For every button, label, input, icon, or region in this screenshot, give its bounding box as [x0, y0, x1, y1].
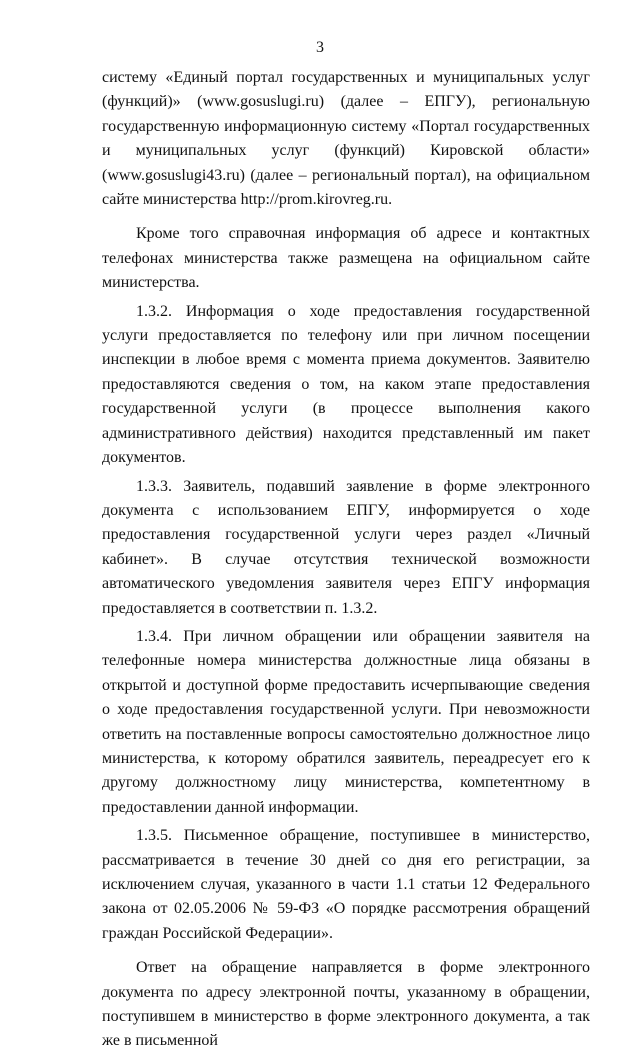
- paragraph-reference-info: Кроме того справочная информация об адресе и контактных телефонах министерства также размещена на официальном сайте министерства.: [102, 225, 590, 292]
- paragraph-1-3-3: 1.3.3. Заявитель, подавший заявление в форме электронного документа с использованием ЕПГУ, информируется о ходе предоставления государственной услуги через раздел «Личный кабинет». В случае отсутствия технической возможности автоматического уведомления заявителя через ЕПГУ информация предоставляется в соответствии п. 1.3.2.: [102, 477, 590, 617]
- page-number: 3: [316, 39, 324, 56]
- paragraph-response: Ответ на обращение направляется в форме электронного документа по адресу электронной почты, указанному в обращении, поступившем в министерство в форме электронного документа, а так же в письменной: [102, 959, 590, 1050]
- document-body: [102, 66, 590, 1054]
- paragraph-1-3-4: 1.3.4. При личном обращении или обращении заявителя на телефонные номера министерства должностные лица обязаны в открытой и доступной форме предоставить исчерпывающие сведения о ходе предоставления государственной услуги. При невозможности ответить на поставленные вопросы самостоятельно должностное лицо министерства, к которому обратился заявитель, переадресует его к другому должностному лицу министерства, компетентному в предоставлении данной информации.: [102, 627, 590, 816]
- paragraph-1-3-2: 1.3.2. Информация о ходе предоставления государственной услуги предоставляется по телефону или при личном посещении инспекции в любое время с момента приема документов. Заявителю предоставляются сведения о том, на каком этапе предоставления государственной услуги (в процессе выполнения какого административного действия) находится представленный им пакет документов.: [102, 302, 590, 467]
- paragraph-portal-continuation: систему «Единый портал государственных и муниципальных услуг (функций)» (www.gosuslugi.ru) (далее – ЕПГУ), региональную государственную информационную систему «Портал государственных и муниципальных услуг (функций) Кировской области» (www.gosuslugi43.ru) (далее – региональный портал), на официальном сайте министерства http://prom.kirovreg.ru.: [102, 69, 590, 209]
- paragraph-1-3-5: 1.3.5. Письменное обращение, поступившее в министерство, рассматривается в течение 30 дней со дня его регистрации, за исключением случая, указанного в части 1.1 статьи 12 Федерального закона от 02.05.2006 № 59-ФЗ «О порядке рассмотрения обращений граждан Российской Федерации».: [102, 827, 590, 942]
